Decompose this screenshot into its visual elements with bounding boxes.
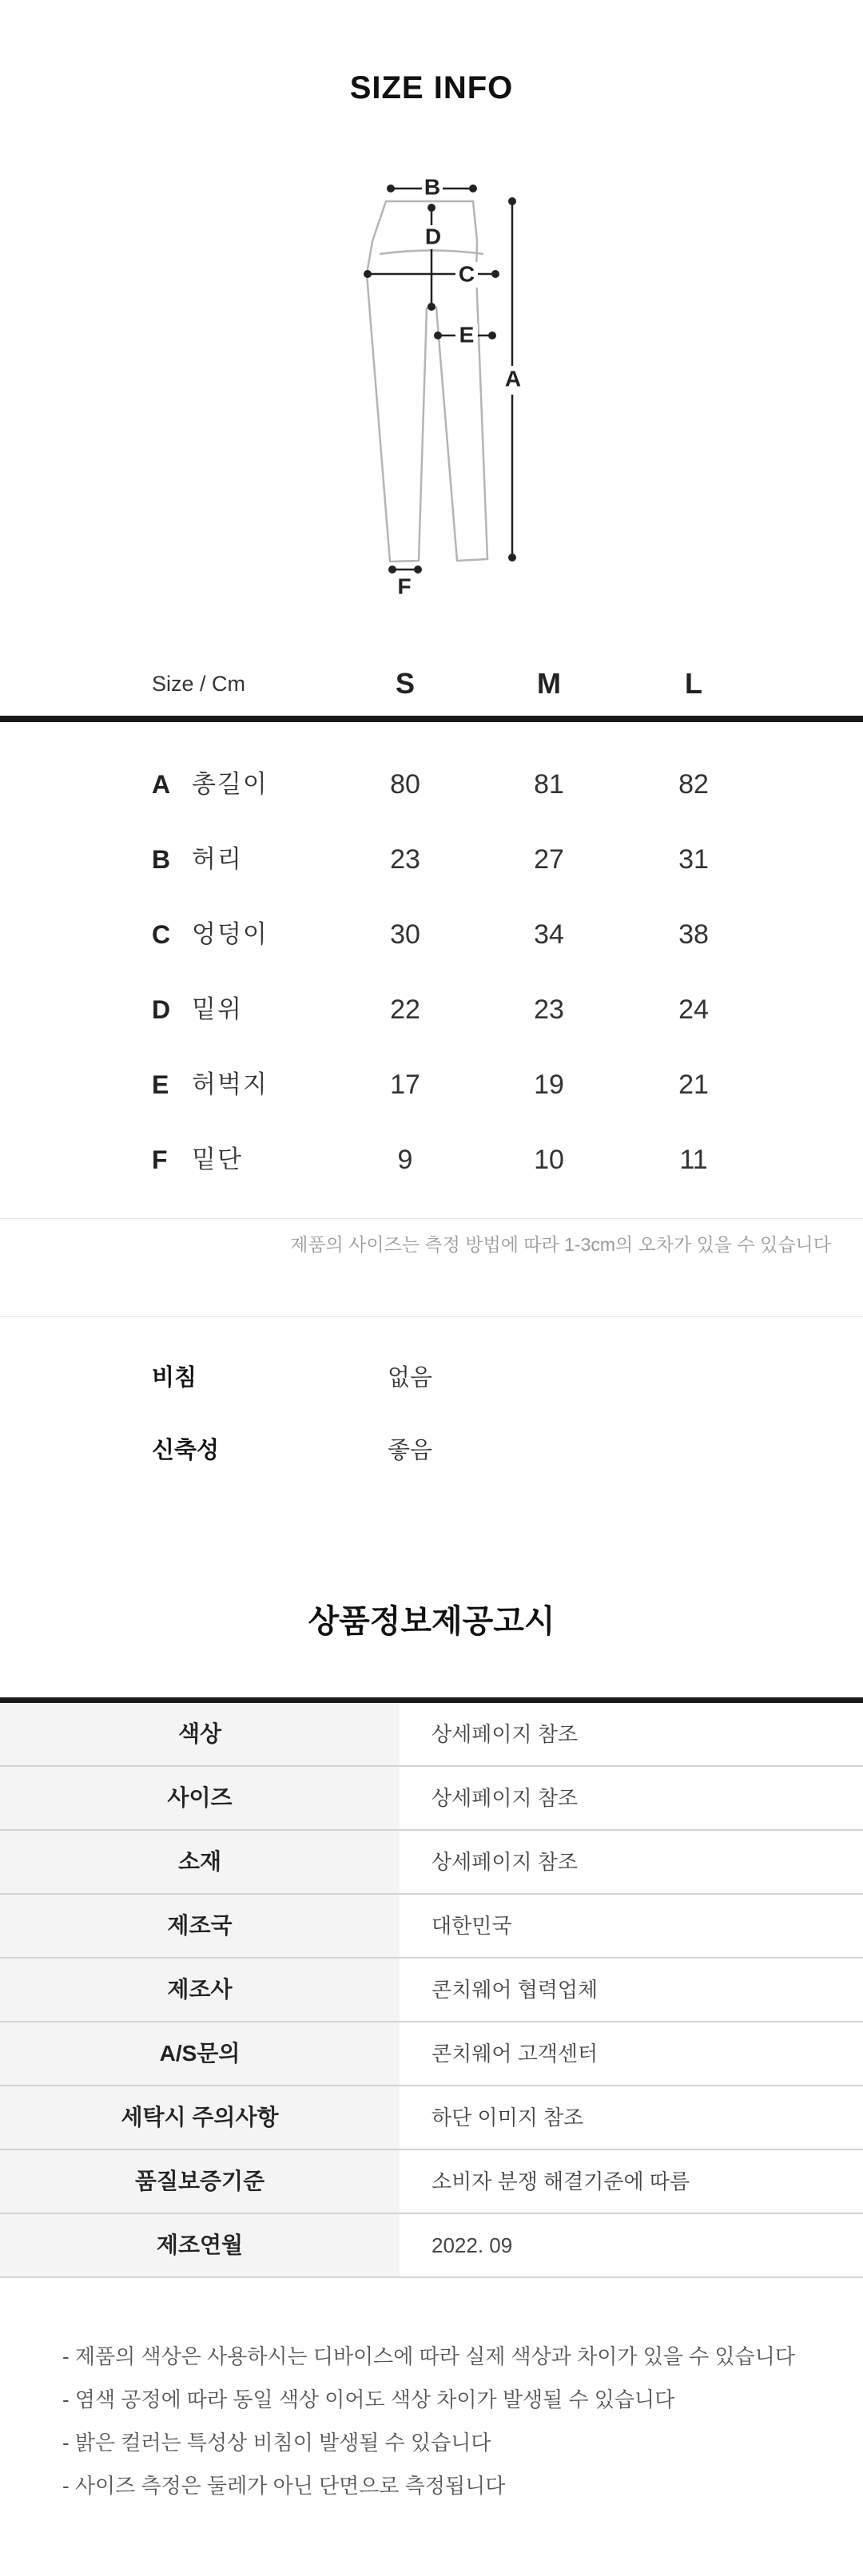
notice-value: 상세페이지 참조 <box>432 1722 579 1746</box>
note-item: - 제품의 색상은 사용하시는 디바이스에 따라 실제 색상과 차이가 있을 수 있습니다 <box>62 2344 795 2368</box>
note-item: - 염색 공정에 따라 동일 색상 이어도 색상 차이가 발생될 수 있습니다 <box>62 2387 675 2411</box>
size-value-m: 23 <box>534 994 564 1025</box>
size-row-name: 허벅지 <box>192 1070 268 1098</box>
size-value-m: 10 <box>534 1145 564 1175</box>
size-value-l: 11 <box>679 1145 708 1175</box>
notice-label: 사이즈 <box>0 1767 400 1829</box>
size-value-l: 21 <box>678 1070 709 1100</box>
size-row-key: C <box>152 920 171 949</box>
fit-row-sheer <box>0 1354 863 1402</box>
size-row-name: 총길이 <box>192 770 268 798</box>
fit-label: 신축성 <box>152 1438 220 1463</box>
size-row-e <box>0 1047 863 1122</box>
notice-label: 품질보증기준 <box>0 2150 400 2213</box>
size-row-key: F <box>152 1145 168 1174</box>
notice-value: 소비자 분쟁 해결기준에 따름 <box>432 2169 690 2193</box>
product-notice-title: 상품정보제공고시 <box>308 1604 555 1639</box>
size-value-l: 38 <box>678 919 709 950</box>
size-unit-label: Size / Cm <box>152 672 246 696</box>
size-row-key: A <box>152 770 171 799</box>
notice-label: A/S문의 <box>0 2022 400 2085</box>
size-row-c <box>0 897 863 972</box>
diagram-label-e: E <box>459 322 475 347</box>
notice-value: 콘치웨어 고객센터 <box>432 2042 599 2066</box>
size-value-m: 34 <box>534 919 564 950</box>
note-item: - 사이즈 측정은 둘레가 아닌 단면으로 측정됩니다 <box>62 2474 506 2498</box>
size-value-l: 82 <box>678 769 709 800</box>
notice-value: 상세페이지 참조 <box>432 1850 579 1874</box>
notice-row-country <box>0 1895 863 1959</box>
notice-value: 하단 이미지 참조 <box>432 2106 584 2129</box>
notice-label: 소재 <box>0 1831 400 1893</box>
notice-label: 제조사 <box>0 1959 400 2021</box>
diagram-label-c: C <box>458 261 475 287</box>
notice-label: 세탁시 주의사항 <box>0 2086 400 2149</box>
notice-table-divider <box>0 1697 863 1703</box>
diagram-label-a: A <box>504 366 522 391</box>
size-tolerance-note: 제품의 사이즈는 측정 방법에 따라 1-3cm의 오차가 있을 수 있습니다 <box>290 1234 831 1255</box>
diagram-label-f: F <box>397 574 412 599</box>
size-table-divider <box>0 716 863 722</box>
size-row-name: 허리 <box>192 845 243 873</box>
size-info-title: SIZE INFO <box>349 70 514 105</box>
notice-row-size <box>0 1767 863 1831</box>
notice-value: 2022. 09 <box>432 2233 513 2257</box>
notice-row-manufacturer <box>0 1959 863 2022</box>
size-row-b <box>0 822 863 897</box>
notice-label: 제조연월 <box>0 2214 400 2276</box>
size-row-name: 밑단 <box>192 1145 243 1173</box>
notice-row-quality <box>0 2150 863 2214</box>
diagram-label-d: D <box>424 224 442 249</box>
notice-label: 색상 <box>0 1703 400 1765</box>
notice-row-as <box>0 2022 863 2086</box>
notice-row-color <box>0 1703 863 1767</box>
pants-outline <box>367 201 487 562</box>
size-row-key: D <box>152 995 171 1024</box>
notice-value: 대한민국 <box>432 1914 512 1938</box>
size-value-s: 17 <box>390 1070 420 1100</box>
size-value-s: 22 <box>390 994 420 1025</box>
size-table-bottom-rule <box>0 1218 863 1219</box>
notice-label: 제조국 <box>0 1895 400 1957</box>
size-value-s: 23 <box>390 844 420 875</box>
notice-value: 상세페이지 참조 <box>432 1786 579 1810</box>
notice-row-material <box>0 1831 863 1895</box>
size-row-d <box>0 972 863 1047</box>
diagram-label-b: B <box>424 174 441 200</box>
size-value-m: 19 <box>534 1070 564 1100</box>
notice-row-washing <box>0 2086 863 2150</box>
size-header-s: S <box>395 667 415 700</box>
size-row-name: 밑위 <box>192 995 243 1023</box>
size-header-m: M <box>537 667 561 700</box>
fit-row-stretch <box>0 1427 863 1475</box>
size-value-s: 80 <box>390 769 420 800</box>
size-row-key: B <box>152 845 171 874</box>
size-row-name: 엉덩이 <box>192 920 268 948</box>
size-header-l: L <box>685 667 702 700</box>
size-value-l: 24 <box>678 994 709 1025</box>
fit-value: 없음 <box>388 1365 433 1391</box>
notice-value: 콘치웨어 협력업체 <box>432 1978 599 2002</box>
note-item: - 밝은 컬러는 특성상 비침이 발생될 수 있습니다 <box>62 2431 491 2455</box>
fit-section-rule <box>0 1316 863 1317</box>
notice-row-date <box>0 2214 863 2278</box>
fit-value: 좋음 <box>388 1438 433 1463</box>
size-value-s: 30 <box>390 919 420 950</box>
size-row-a <box>0 747 863 822</box>
size-row-f <box>0 1122 863 1197</box>
size-value-s: 9 <box>397 1145 413 1175</box>
fit-label: 비침 <box>152 1365 197 1391</box>
size-table-header <box>0 659 863 708</box>
size-value-m: 81 <box>534 769 564 800</box>
size-value-l: 31 <box>678 844 709 875</box>
size-value-m: 27 <box>534 844 564 875</box>
pants-measurement-diagram <box>336 160 543 607</box>
size-row-key: E <box>152 1070 169 1099</box>
